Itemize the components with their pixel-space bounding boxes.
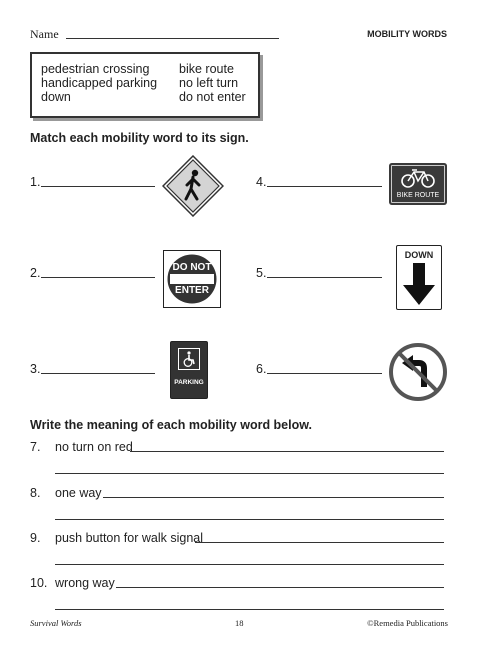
do-not-text: DO NOT bbox=[172, 262, 212, 273]
bike-route-sign bbox=[389, 163, 447, 205]
item-number: 7. bbox=[30, 440, 41, 454]
item-number: 5. bbox=[256, 266, 267, 280]
meanings-instruction: Write the meaning of each mobility word below. bbox=[30, 418, 312, 432]
bicycle-icon bbox=[400, 167, 436, 189]
down-text: DOWN bbox=[404, 250, 434, 260]
wheelchair-icon bbox=[178, 348, 200, 370]
pedestrian-crossing-sign bbox=[162, 155, 224, 217]
word-bank-item: handicapped parking bbox=[41, 76, 158, 90]
word-bank-item: down bbox=[41, 90, 71, 104]
word-bank-item: do not enter bbox=[179, 90, 246, 104]
footer-book-title: Survival Words bbox=[30, 618, 82, 628]
answer-line[interactable] bbox=[267, 373, 382, 374]
item-number: 1. bbox=[30, 175, 41, 189]
answer-line[interactable] bbox=[41, 186, 155, 187]
parking-text: PARKING bbox=[174, 379, 204, 386]
item-text: one way bbox=[55, 486, 102, 500]
answer-line[interactable] bbox=[55, 473, 444, 474]
down-arrow-icon bbox=[403, 263, 435, 305]
do-not-enter-disc bbox=[164, 251, 220, 307]
word-bank-item: bike route bbox=[179, 62, 234, 76]
answer-line[interactable] bbox=[55, 519, 444, 520]
item-number: 9. bbox=[30, 531, 41, 545]
answer-line[interactable] bbox=[195, 542, 444, 543]
no-left-turn-sign bbox=[389, 343, 447, 401]
footer-publisher: ©Remedia Publications bbox=[367, 618, 448, 628]
name-label: Name bbox=[30, 27, 59, 41]
matching-instruction: Match each mobility word to its sign. bbox=[30, 131, 249, 145]
answer-line[interactable] bbox=[41, 373, 155, 374]
answer-line[interactable] bbox=[267, 186, 382, 187]
answer-line[interactable] bbox=[103, 497, 444, 498]
name-line[interactable] bbox=[66, 38, 279, 39]
item-number: 4. bbox=[256, 175, 267, 189]
item-text: no turn on red bbox=[55, 440, 133, 454]
item-number: 6. bbox=[256, 362, 267, 376]
word-bank bbox=[30, 52, 260, 118]
enter-text: ENTER bbox=[175, 285, 209, 296]
item-text: push button for walk signal bbox=[55, 531, 204, 545]
answer-line[interactable] bbox=[41, 277, 155, 278]
answer-line[interactable] bbox=[130, 451, 444, 452]
answer-line[interactable] bbox=[55, 609, 444, 610]
item-text: wrong way bbox=[55, 576, 115, 590]
answer-line[interactable] bbox=[116, 587, 444, 588]
word-bank-item: pedestrian crossing bbox=[41, 62, 150, 76]
bike-route-text: BIKE ROUTE bbox=[396, 192, 440, 199]
item-number: 8. bbox=[30, 486, 41, 500]
word-bank-item: no left turn bbox=[179, 76, 239, 90]
handicapped-parking-sign bbox=[170, 341, 208, 399]
item-number: 10. bbox=[30, 576, 48, 590]
section-title: MOBILITY WORDS bbox=[367, 29, 447, 39]
page-number: 18 bbox=[235, 618, 244, 628]
down-arrow-sign bbox=[396, 245, 442, 310]
item-number: 2. bbox=[30, 266, 41, 280]
do-not-enter-sign bbox=[163, 250, 221, 308]
answer-line[interactable] bbox=[55, 564, 444, 565]
answer-line[interactable] bbox=[267, 277, 382, 278]
item-number: 3. bbox=[30, 362, 41, 376]
